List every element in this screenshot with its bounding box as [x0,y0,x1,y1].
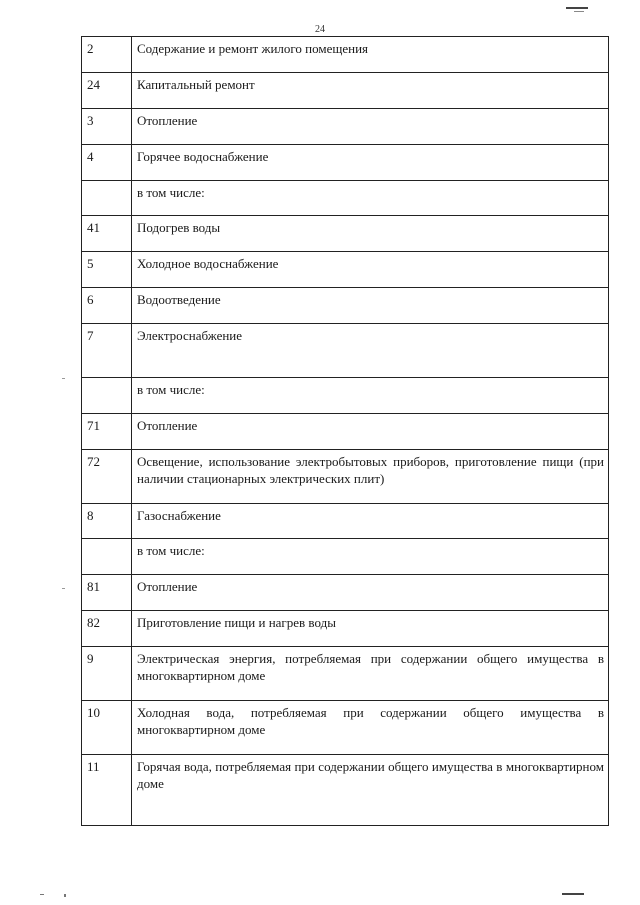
table-row [82,252,609,288]
row-name: Отопление [132,109,609,145]
table-row [82,647,609,701]
row-name: Отопление [132,575,609,611]
row-code [82,181,132,216]
row-code: 24 [82,73,132,109]
table-row [82,109,609,145]
table-row [82,378,609,414]
row-name: Приготовление пищи и нагрев воды [132,611,609,647]
row-code: 6 [82,288,132,324]
row-code: 81 [82,575,132,611]
row-name: Горячая вода, потребляемая при содержании общего имущества в многоквартирном доме [132,755,609,826]
page-number: 24 [315,24,325,35]
row-code: 8 [82,504,132,539]
scan-artifact-mark [574,11,584,12]
table-row [82,216,609,252]
services-table [81,36,609,826]
row-code: 72 [82,450,132,504]
scan-artifact-mark [562,893,584,895]
row-code: 7 [82,324,132,378]
row-code: 3 [82,109,132,145]
row-name: Газоснабжение [132,504,609,539]
row-name: Освещение, использование электробытовых приборов, приготовление пищи (при наличии стационарных электрических плит) [132,450,609,504]
row-name: Содержание и ремонт жилого помещения [132,37,609,73]
table-row [82,288,609,324]
row-code: 2 [82,37,132,73]
row-name: Отопление [132,414,609,450]
scan-artifact-mark [62,588,65,589]
row-name: Подогрев воды [132,216,609,252]
row-code [82,539,132,575]
scan-artifact-mark [62,378,65,379]
row-name: Холодное водоснабжение [132,252,609,288]
row-name: в том числе: [132,539,609,575]
row-code: 82 [82,611,132,647]
scan-artifact-mark [566,7,588,9]
row-name: Горячее водоснабжение [132,145,609,181]
table-row [82,414,609,450]
row-name: в том числе: [132,378,609,414]
row-code: 71 [82,414,132,450]
table-row [82,450,609,504]
row-name: Капитальный ремонт [132,73,609,109]
table-row [82,539,609,575]
table-row [82,73,609,109]
table-row [82,324,609,378]
table-row [82,611,609,647]
row-code: 9 [82,647,132,701]
row-code [82,378,132,414]
row-code: 5 [82,252,132,288]
table-row [82,145,609,181]
row-name: Электроснабжение [132,324,609,378]
table-row [82,701,609,755]
row-code: 11 [82,755,132,826]
row-code: 41 [82,216,132,252]
table-row [82,504,609,539]
row-name: Холодная вода, потребляемая при содержании общего имущества в многоквартирном доме [132,701,609,755]
table-row [82,755,609,826]
table-row [82,181,609,216]
row-name: в том числе: [132,181,609,216]
row-code: 4 [82,145,132,181]
scan-artifact-mark [64,894,66,897]
row-name: Водоотведение [132,288,609,324]
row-code: 10 [82,701,132,755]
table-row [82,575,609,611]
row-name: Электрическая энергия, потребляемая при содержании общего имущества в многоквартирном доме [132,647,609,701]
scan-artifact-mark [40,894,44,895]
table-row [82,37,609,73]
